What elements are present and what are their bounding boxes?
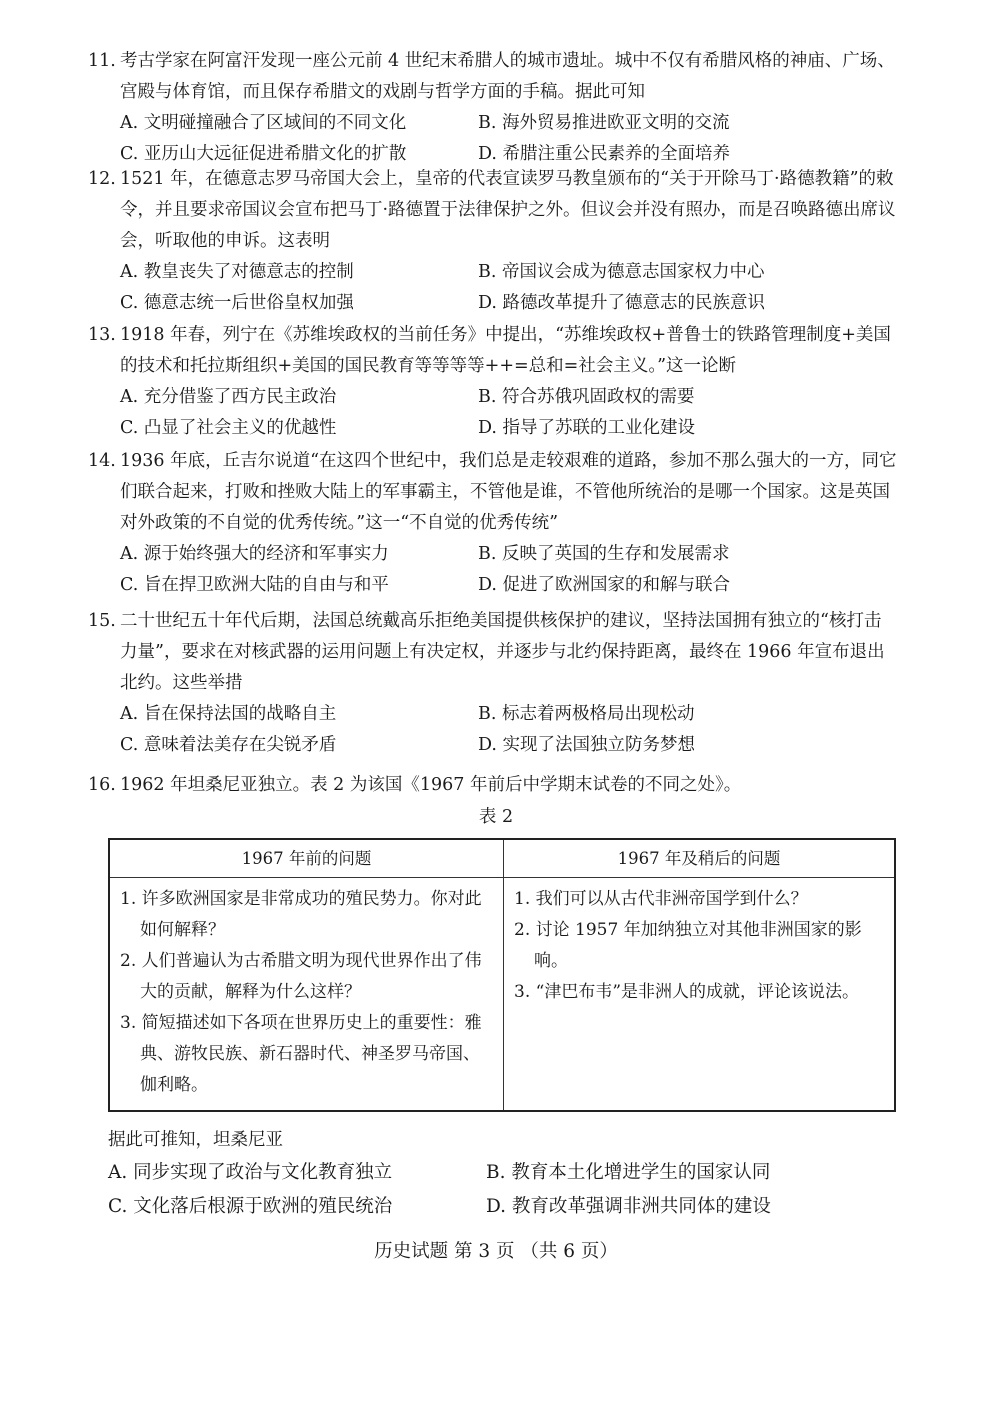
option-a[interactable]: A. 文明碰撞融合了区域间的不同文化 <box>120 113 407 133</box>
question-number: 14. <box>88 451 116 471</box>
comparison-table <box>108 838 896 1112</box>
options <box>88 257 898 319</box>
option-c[interactable]: C. 旨在捍卫欧洲大陆的自由与和平 <box>120 575 389 595</box>
question-15 <box>88 606 898 761</box>
table-item: 1. 我们可以从古代非洲帝国学到什么？ <box>514 889 808 909</box>
table-item: 3. “津巴布韦”是非洲人的成就，评论该说法。 <box>514 982 860 1002</box>
option-a[interactable]: A. 源于始终强大的经济和军事实力 <box>120 544 389 564</box>
option-b[interactable]: B. 帝国议会成为德意志国家权力中心 <box>478 262 765 282</box>
option-b[interactable]: B. 反映了英国的生存和发展需求 <box>478 544 730 564</box>
option-d[interactable]: D. 指导了苏联的工业化建设 <box>478 418 696 438</box>
option-a[interactable]: A. 教皇丧失了对德意志的控制 <box>120 262 354 282</box>
option-a[interactable]: A. 同步实现了政治与文化教育独立 <box>108 1162 393 1183</box>
table-header-after: 1967 年及稍后的问题 <box>504 840 894 878</box>
table-cell-before <box>110 878 504 1110</box>
question-stem: 1918 年春，列宁在《苏维埃政权的当前任务》中提出，“苏维埃政权+普鲁士的铁路管理制度+美国的技术和托拉斯组织+美国的国民教育等等等等++=总和=社会主义。”这一论断 <box>120 325 891 376</box>
option-c[interactable]: C. 意味着法美存在尖锐矛盾 <box>120 735 337 755</box>
option-b[interactable]: B. 教育本土化增进学生的国家认同 <box>486 1162 771 1183</box>
option-b[interactable]: B. 符合苏俄巩固政权的需要 <box>478 387 695 407</box>
option-c[interactable]: C. 文化落后根源于欧洲的殖民统治 <box>108 1196 393 1217</box>
option-a[interactable]: A. 充分借鉴了西方民主政治 <box>120 387 337 407</box>
question-16 <box>88 770 898 801</box>
table-header-before: 1967 年前的问题 <box>110 840 504 878</box>
table-cell-after <box>504 878 894 1110</box>
question-stem: 1521 年，在德意志罗马帝国大会上，皇帝的代表宣读罗马教皇颁布的“关于开除马丁·路德教籍”的敕令，并且要求帝国议会宣布把马丁·路德置于法律保护之外。但议会并没有照办，而是召唤路德出席议会，听取他的申诉。这表明 <box>120 169 896 251</box>
option-c[interactable]: C. 亚历山大远征促进希腊文化的扩散 <box>120 144 407 164</box>
option-d[interactable]: D. 促进了欧洲国家的和解与联合 <box>478 575 731 595</box>
option-d[interactable]: D. 实现了法国独立防务梦想 <box>478 735 696 755</box>
question-stem: 1936 年底，丘吉尔说道“在这四个世纪中，我们总是走较艰难的道路，参加不那么强大的一方，同它们联合起来，打败和挫败大陆上的军事霸主，不管他是谁，不管他所统治的是哪一个国家。这是英国对外政策的不自觉的优秀传统。”这一“不自觉的优秀传统” <box>120 451 897 533</box>
question-stem: 1962 年坦桑尼亚独立。表 2 为该国《1967 年前后中学期末试卷的不同之处》。 <box>120 775 742 795</box>
question-13 <box>88 320 898 444</box>
question-14 <box>88 446 898 601</box>
question-number: 13. <box>88 325 116 345</box>
option-a[interactable]: A. 旨在保持法国的战略自主 <box>120 704 337 724</box>
table-item: 1. 许多欧洲国家是非常成功的殖民势力。你对此如何解释？ <box>120 889 482 940</box>
options <box>88 382 898 444</box>
question-stem: 二十世纪五十年代后期，法国总统戴高乐拒绝美国提供核保护的建议，坚持法国拥有独立的“核打击力量”，要求在对核武器的运用问题上有决定权，并逐步与北约保持距离，最终在 1966 年宣布退出北约。这些举措 <box>120 611 885 693</box>
table-item: 2. 讨论 1957 年加纳独立对其他非洲国家的影响。 <box>514 920 862 971</box>
options <box>88 699 898 761</box>
options <box>88 108 898 170</box>
table-caption: 表 2 <box>478 807 514 827</box>
option-d[interactable]: D. 希腊注重公民素养的全面培养 <box>478 144 731 164</box>
question-number: 16. <box>88 775 116 795</box>
option-b[interactable]: B. 海外贸易推进欧亚文明的交流 <box>478 113 730 133</box>
question-number: 11. <box>88 51 116 71</box>
option-c[interactable]: C. 凸显了社会主义的优越性 <box>120 418 337 438</box>
question-number: 15. <box>88 611 116 631</box>
table-item: 3. 简短描述如下各项在世界历史上的重要性：雅典、游牧民族、新石器时代、神圣罗马帝国、伽利略。 <box>120 1013 482 1095</box>
option-b[interactable]: B. 标志着两极格局出现松动 <box>478 704 695 724</box>
question-16-followup <box>108 1124 908 1224</box>
options <box>108 1156 908 1224</box>
table-item: 2. 人们普遍认为古希腊文明为现代世界作出了伟大的贡献，解释为什么这样？ <box>120 951 482 1002</box>
question-number: 12. <box>88 169 116 189</box>
question-stem: 考古学家在阿富汗发现一座公元前 4 世纪末希腊人的城市遗址。城中不仅有希腊风格的神庙、广场、宫殿与体育馆，而且保存希腊文的戏剧与哲学方面的手稿。据此可知 <box>120 51 895 102</box>
page-footer: 历史试题 第 3 页 （共 6 页） <box>374 1241 618 1262</box>
option-d[interactable]: D. 教育改革强调非洲共同体的建设 <box>486 1196 771 1217</box>
question-stem: 据此可推知，坦桑尼亚 <box>108 1130 283 1150</box>
option-c[interactable]: C. 德意志统一后世俗皇权加强 <box>120 293 354 313</box>
question-12 <box>88 164 898 319</box>
option-d[interactable]: D. 路德改革提升了德意志的民族意识 <box>478 293 766 313</box>
question-11 <box>88 46 898 170</box>
options <box>88 539 898 601</box>
